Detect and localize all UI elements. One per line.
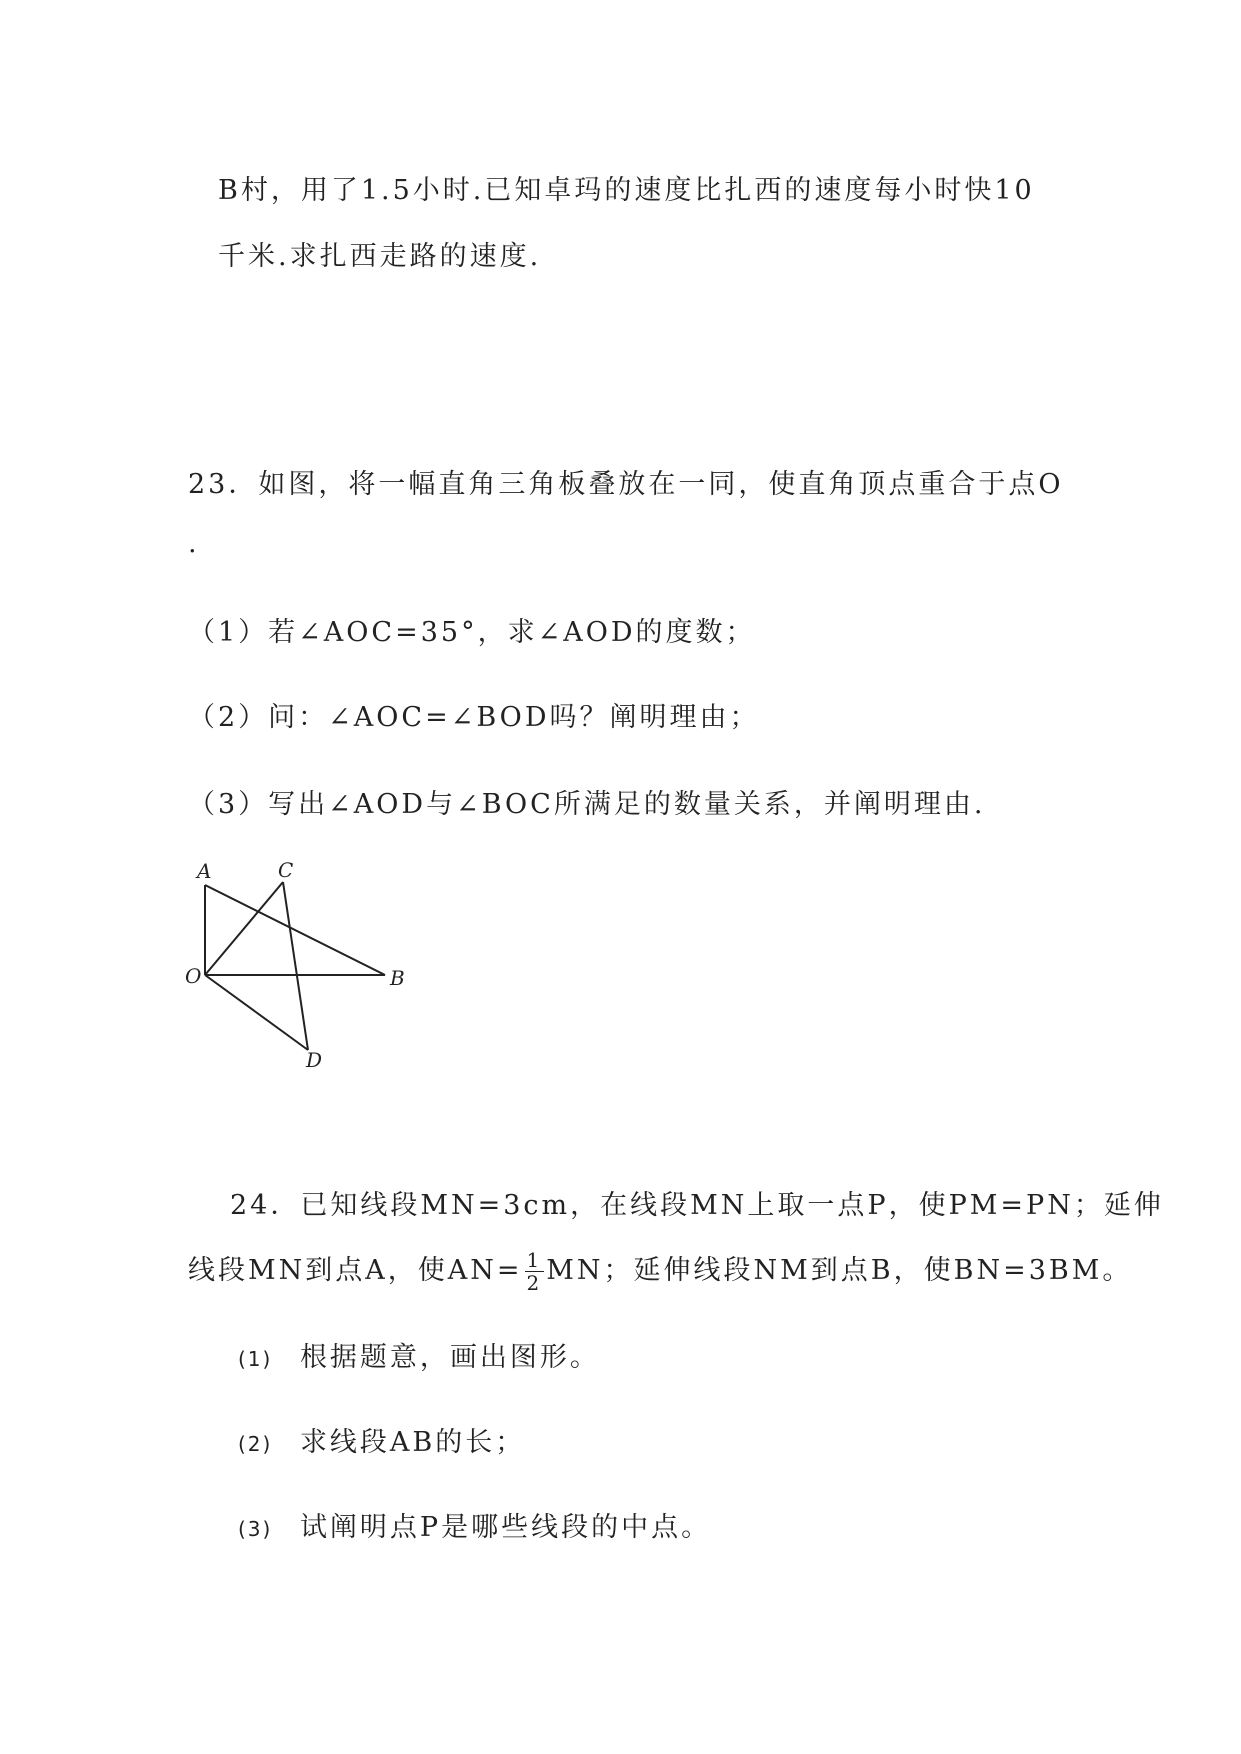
geometry-figure bbox=[180, 860, 410, 1070]
q22-line-2: 千米.求扎西走路的速度. bbox=[218, 241, 542, 272]
label-a: A bbox=[197, 860, 212, 883]
q24-part-2-text: 求线段AB的长； bbox=[299, 1427, 526, 1458]
fraction-denominator: 2 bbox=[526, 1271, 543, 1295]
q22-line-1: B村，用了1.5小时.已知卓玛的速度比扎西的速度每小时快10 bbox=[218, 175, 1035, 206]
q24-line-2-end: MN；延伸线段NM到点B，使BN=3BM。 bbox=[546, 1255, 1133, 1286]
q23-title: 23．如图，将一幅直角三角板叠放在一同，使直角顶点重合于点O bbox=[188, 469, 1064, 500]
q24-part-3-number: (3) bbox=[238, 1517, 273, 1541]
segment-cd bbox=[283, 882, 308, 1050]
q23-part-1: （1）若∠AOC=35°，求∠AOD的度数； bbox=[188, 617, 756, 648]
segment-oc bbox=[205, 882, 283, 975]
fraction-one-half bbox=[525, 1249, 545, 1294]
q23-title-cont: . bbox=[188, 528, 200, 559]
q24-part-1-number: (1) bbox=[238, 1347, 273, 1371]
q24-part-1 bbox=[238, 1335, 600, 1374]
label-o: O bbox=[185, 964, 202, 988]
q24-line-2 bbox=[188, 1248, 1132, 1294]
label-b: B bbox=[390, 966, 405, 990]
fraction-numerator: 1 bbox=[526, 1248, 543, 1272]
q24-part-1-text: 根据题意，画出图形。 bbox=[299, 1342, 600, 1373]
q24-line-1: 24．已知线段MN=3cm，在线段MN上取一点P，使PM=PN；延伸 bbox=[230, 1190, 1164, 1221]
q24-part-3-text: 试阐明点P是哪些线段的中点。 bbox=[299, 1512, 712, 1543]
segment-od bbox=[205, 975, 308, 1050]
label-c: C bbox=[278, 860, 294, 882]
q24-line-2-start: 线段MN到点A，使AN= bbox=[188, 1255, 523, 1286]
q24-part-2-number: (2) bbox=[238, 1432, 273, 1456]
q24-part-3 bbox=[238, 1505, 711, 1544]
figure-lines bbox=[205, 882, 385, 1050]
q23-part-2: （2）问：∠AOC=∠BOD吗？阐明理由； bbox=[188, 702, 760, 733]
label-d: D bbox=[306, 1048, 323, 1070]
q23-part-3: （3）写出∠AOD与∠BOC所满足的数量关系，并阐明理由. bbox=[188, 789, 986, 820]
q24-part-2 bbox=[238, 1420, 525, 1459]
